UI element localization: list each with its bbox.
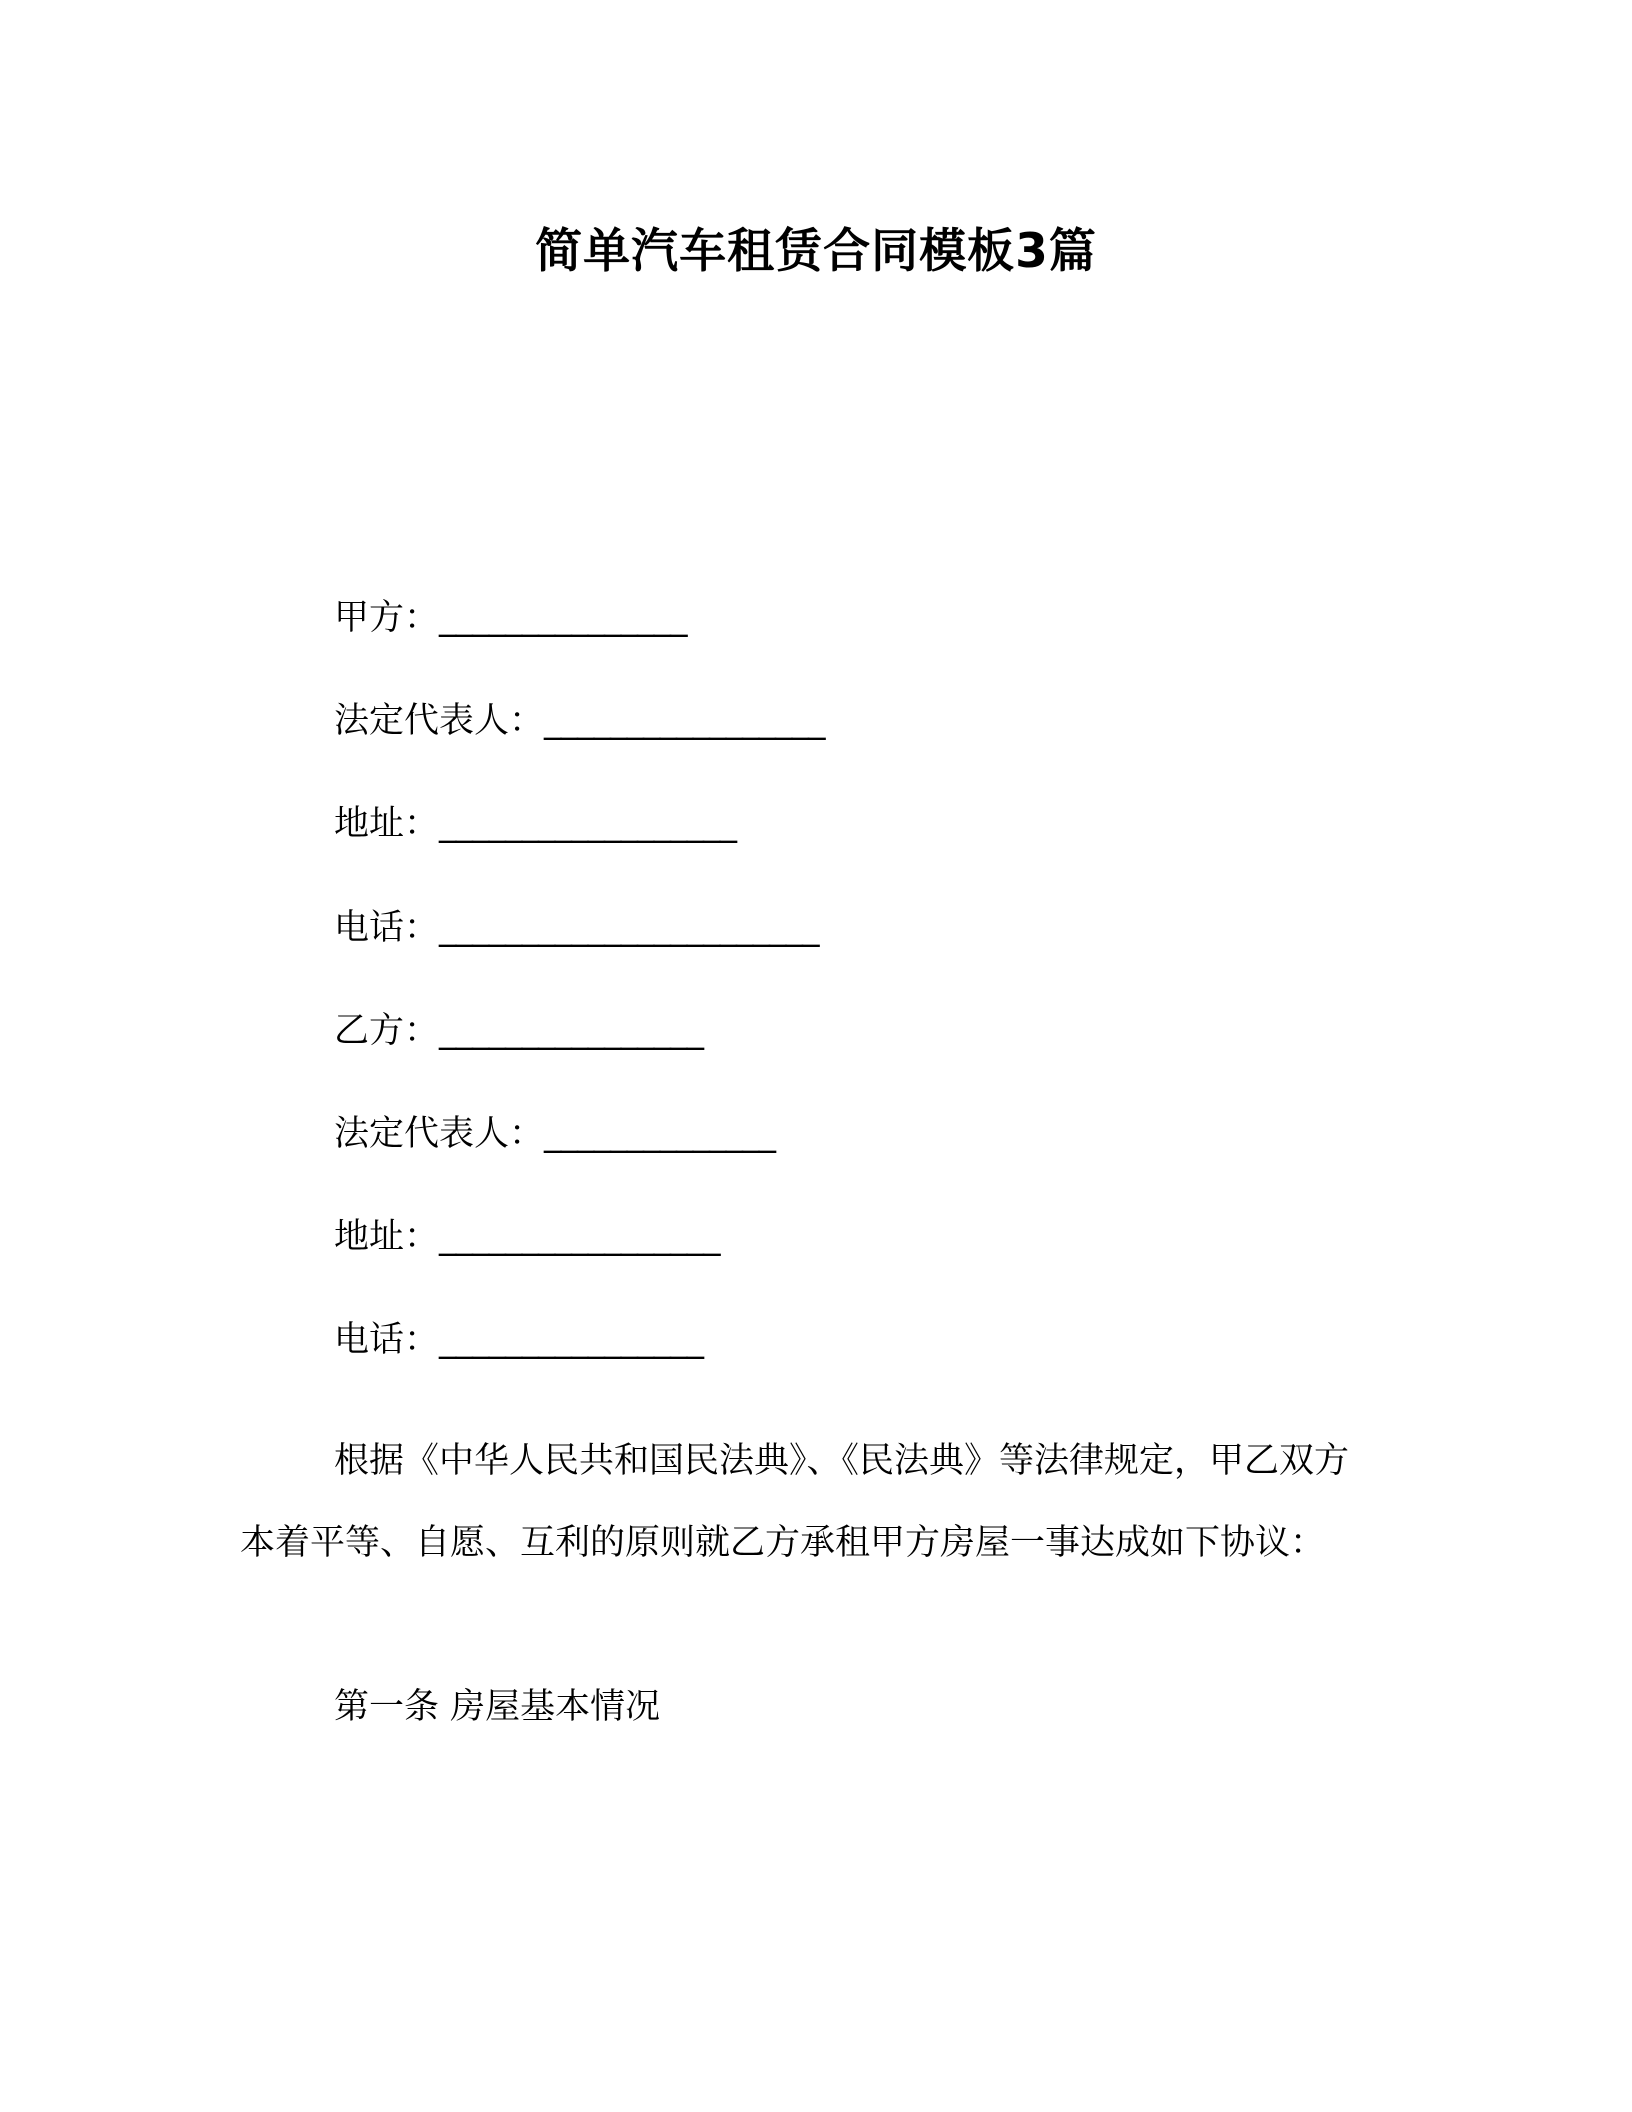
party-a-address-blank: __________________: [439, 804, 737, 844]
document-title: 简单汽车租赁合同模板3篇: [535, 224, 1097, 279]
party-a-name-line: [334, 594, 687, 642]
party-a-rep-line: [334, 697, 825, 745]
party-b-address-line: [334, 1213, 720, 1261]
party-a-phone-label: 电话：: [334, 908, 440, 948]
party-a-name-blank: _______________: [439, 598, 687, 638]
party-b-phone-line: [334, 1316, 703, 1364]
party-a-phone-line: [334, 904, 819, 952]
party-b-phone-label: 电话：: [334, 1320, 440, 1360]
party-b-rep-label: 法定代表人：: [334, 1114, 545, 1154]
party-b-name-blank: ________________: [439, 1011, 704, 1051]
party-b-address-label: 地址：: [334, 1217, 440, 1257]
intro-paragraph: 根据《中华人民共和国民法典》、《民法典》等法律规定，甲乙双方本着平等、自愿、互利的原则就乙方承租甲方房屋一事达成如下协议：: [240, 1441, 1350, 1563]
party-b-phone-blank: ________________: [439, 1320, 704, 1360]
party-b-address-blank: _________________: [439, 1217, 720, 1257]
party-a-name-label: 甲方：: [334, 598, 440, 638]
party-b-name-line: [334, 1007, 703, 1055]
party-b-name-label: 乙方：: [334, 1011, 440, 1051]
party-a-address-label: 地址：: [334, 804, 440, 844]
party-a-rep-label: 法定代表人：: [334, 701, 545, 741]
section-1-heading: 第一条 房屋基本情况: [334, 1687, 661, 1727]
party-b-rep-line: [334, 1110, 775, 1158]
party-a-address-line: [334, 800, 736, 848]
party-a-rep-blank: _________________: [544, 701, 825, 741]
party-b-rep-blank: ______________: [544, 1114, 776, 1154]
party-a-phone-blank: _______________________: [439, 908, 819, 948]
